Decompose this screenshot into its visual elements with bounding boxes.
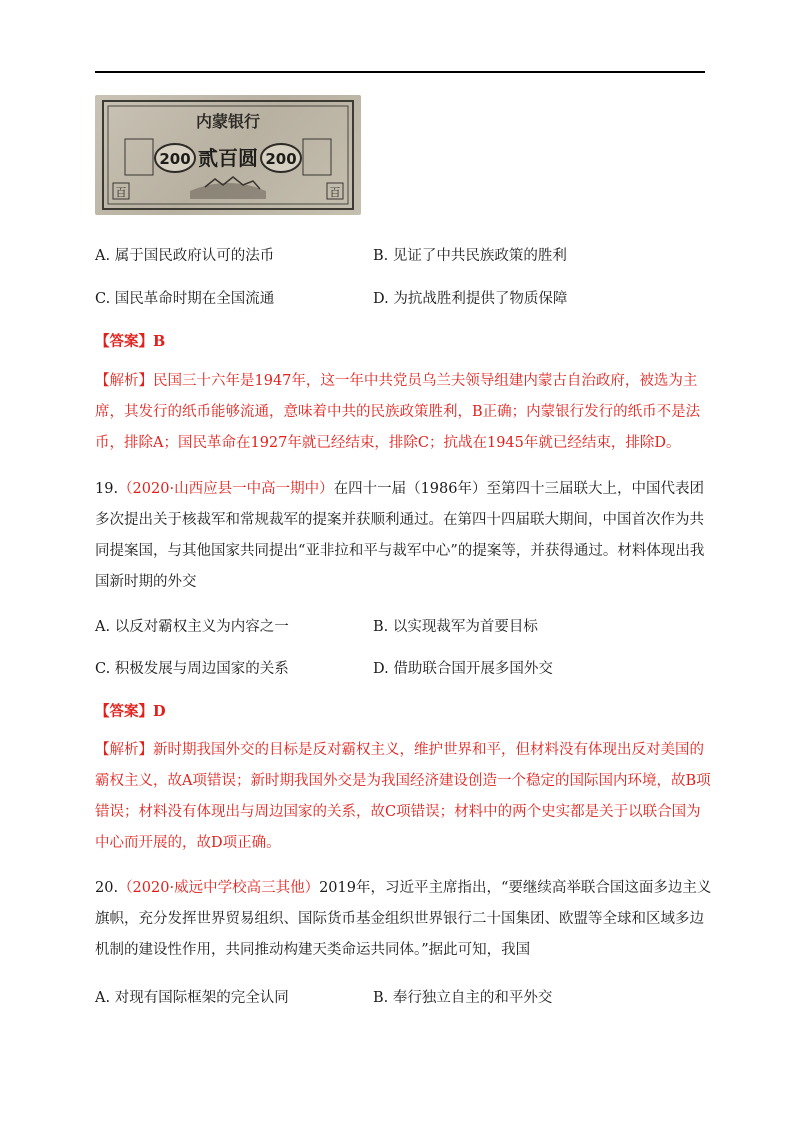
q18-option-c[interactable]: C. 国民革命时期在全国流通 (95, 291, 275, 307)
q18-option-d[interactable]: D. 为抗战胜利提供了物质保障 (373, 291, 568, 307)
header-rule (95, 71, 705, 73)
q19-options-row-1 (95, 615, 715, 639)
q20-number: 20. (95, 880, 119, 896)
banknote-center-text: 贰百圆 (198, 146, 258, 170)
q19-option-d[interactable]: D. 借助联合国开展多国外交 (373, 661, 553, 677)
q18-options-row-2 (95, 287, 715, 311)
banknote-corner-left: 百 (115, 186, 127, 199)
q19-options-row-2 (95, 657, 715, 681)
q19-source: （2020·山西应县一中高一期中） (118, 481, 334, 497)
q19-option-c[interactable]: C. 积极发展与周边国家的关系 (95, 661, 289, 677)
q19-analysis: 【解析】新时期我国外交的目标是反对霸权主义，维护世界和平，但材料没有体现出反对美国的霸权主义，故A项错误；新时期我国外交是为我国经济建设创造一个稳定的国际国内环境，故B项错误；材料没有体现出与周边国家的关系，故C项错误；材料中的两个史实都是关于以联合国为中心而开展的，故D项正确。 (95, 742, 711, 851)
banknote-corner-right: 百 (329, 186, 341, 199)
q18-options-row-1 (95, 244, 715, 268)
q19-answer: 【答案】D (95, 703, 166, 720)
q19-question (95, 474, 715, 598)
q18-answer: 【答案】B (95, 333, 166, 350)
q18-analysis: 【解析】民国三十六年是1947年，这一年中共党员乌兰夫领导组建内蒙古自治政府，被选为主席，其发行的纸币能够流通，意味着中共的民族政策胜利，B正确；内蒙银行发行的纸币不是法币，排除A；国民革命在1927年就已经结束，排除C；抗战在1945年就已经结束，排除D。 (95, 373, 701, 451)
q19-stem: 在四十一届（1986年）至第四十三届联大上，中国代表团多次提出关于核裁军和常规裁军的提案并获顺利通过。在第四十四届联大期间，中国首次作为共同提案国，与其他国家共同提出“亚非拉和平与裁军中心”的提案等，并获得通过。材料体现出我国新时期的外交 (95, 481, 705, 590)
banknote-top-text: 内蒙银行 (195, 112, 261, 131)
q20-option-b[interactable]: B. 奉行独立自主的和平外交 (373, 990, 553, 1006)
q20-stem: 2019年，习近平主席指出，“要继续高举联合国这面多边主义旗帜，充分发挥世界贸易组织、国际货币基金组织世界银行二十国集团、欧盟等全球和区域多边机制的建设性作用，共同推动构建天类命运共同体。”据此可知，我国 (95, 880, 712, 958)
q18-option-a[interactable]: A. 属于国民政府认可的法币 (95, 248, 275, 264)
banknote-left-value: 200 (159, 150, 191, 168)
q20-option-a[interactable]: A. 对现有国际框架的完全认同 (95, 990, 289, 1006)
q20-options-row-1 (95, 986, 715, 1010)
q20-question (95, 873, 715, 966)
banknote-right-value: 200 (265, 150, 297, 168)
q20-source: （2020·威远中学校高三其他） (118, 880, 320, 896)
banknote-image (95, 95, 361, 215)
q19-option-a[interactable]: A. 以反对霸权主义为内容之一 (95, 619, 289, 635)
banknote-illustration (95, 95, 361, 215)
q18-option-b[interactable]: B. 见证了中共民族政策的胜利 (373, 248, 567, 264)
q19-number: 19. (95, 481, 119, 497)
q19-option-b[interactable]: B. 以实现裁军为首要目标 (373, 619, 538, 635)
